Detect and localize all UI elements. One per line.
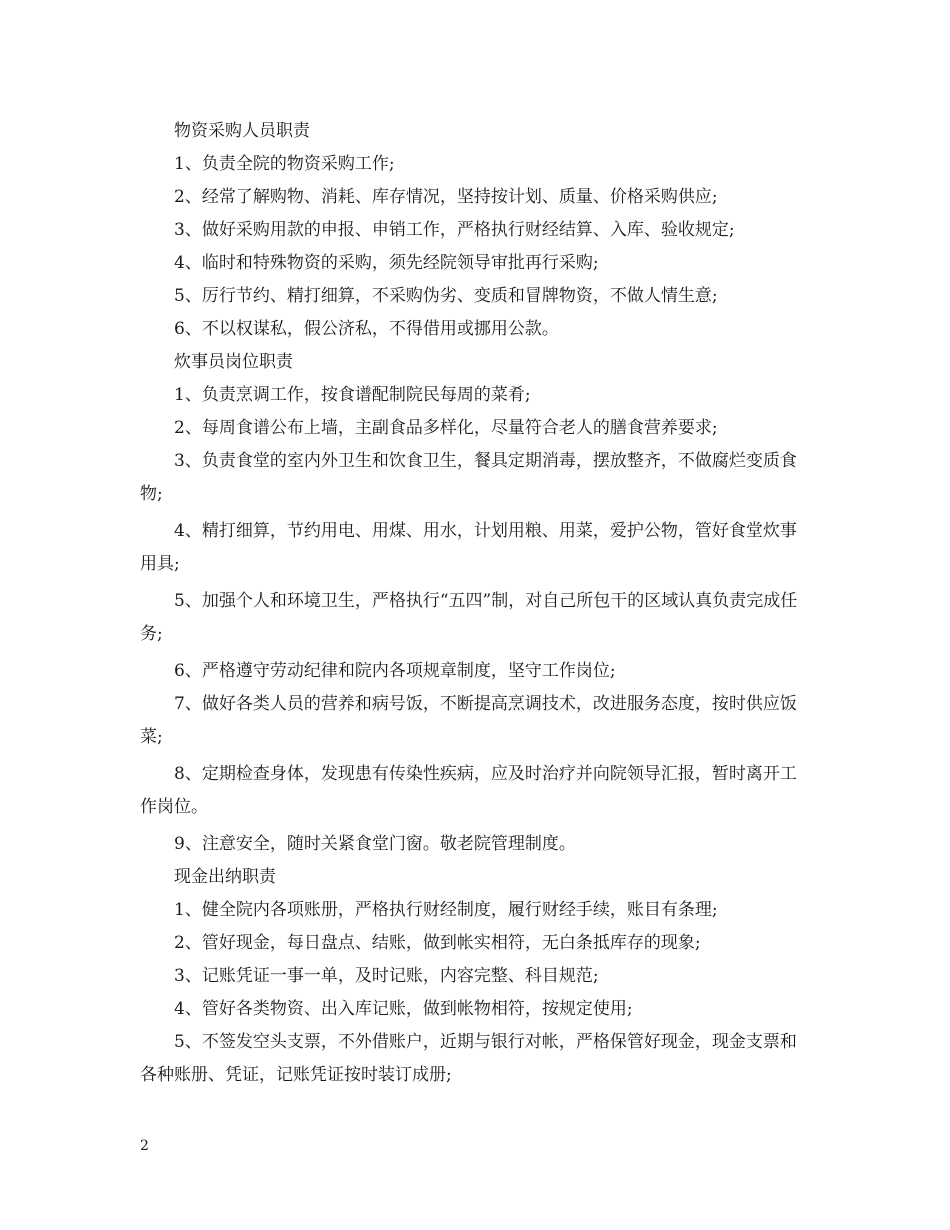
paragraph: 1、健全院内各项账册，严格执行财经制度，履行财经手续，账目有条理;	[174, 900, 718, 920]
section-heading-cashier: 现金出纳职责	[174, 867, 276, 887]
paragraph: 5、厉行节约、精打细算，不采购伪劣、变质和冒牌物资，不做人情生意;	[174, 286, 718, 306]
paragraph: 7、做好各类人员的营养和病号饭，不断提高烹调技术，改进服务态度，按时供应饭菜;	[140, 694, 797, 747]
section-heading-procurement: 物资采购人员职责	[174, 121, 310, 141]
paragraph: 6、严格遵守劳动纪律和院内各项规章制度，坚守工作岗位;	[174, 661, 616, 681]
paragraph: 4、管好各类物资、出入库记账，做到帐物相符，按规定使用;	[174, 999, 633, 1019]
paragraph: 5、不签发空头支票，不外借账户，近期与银行对帐，严格保管好现金，现金支票和各种账册、凭证，记账凭证按时装订成册;	[140, 1032, 797, 1085]
document-body	[140, 115, 812, 1096]
section-heading-cook: 炊事员岗位职责	[174, 352, 293, 372]
paragraph: 4、临时和特殊物资的采购，须先经院领导审批再行采购;	[174, 253, 599, 273]
paragraph: 9、注意安全，随时关紧食堂门窗。敬老院管理制度。	[174, 834, 576, 854]
paragraph: 2、每周食谱公布上墙，主副食品多样化，尽量符合老人的膳食营养要求;	[174, 418, 718, 438]
paragraph: 2、经常了解购物、消耗、库存情况，坚持按计划、质量、价格采购供应;	[174, 187, 718, 207]
paragraph: 3、做好采购用款的申报、申销工作，严格执行财经结算、入库、验收规定;	[174, 220, 735, 240]
paragraph: 2、管好现金，每日盘点、结账，做到帐实相符，无白条抵库存的现象;	[174, 933, 701, 953]
paragraph: 1、负责烹调工作，按食谱配制院民每周的菜肴;	[174, 385, 531, 405]
paragraph: 3、负责食堂的室内外卫生和饮食卫生，餐具定期消毒，摆放整齐，不做腐烂变质食物;	[140, 451, 797, 504]
paragraph: 8、定期检查身体，发现患有传染性疾病，应及时治疗并向院领导汇报，暂时离开工作岗位。	[140, 764, 797, 817]
paragraph: 4、精打细算，节约用电、用煤、用水，计划用粮、用菜，爱护公物，管好食堂炊事用具;	[140, 521, 797, 574]
paragraph: 3、记账凭证一事一单，及时记账，内容完整、科目规范;	[174, 966, 599, 986]
paragraph: 5、加强个人和环境卫生，严格执行“五四”制，对自己所包干的区域认真负责完成任务;	[140, 591, 798, 644]
page-number: 2	[140, 1138, 149, 1154]
paragraph: 1、负责全院的物资采购工作;	[174, 154, 395, 174]
paragraph: 6、不以权谋私，假公济私，不得借用或挪用公款。	[174, 319, 559, 339]
